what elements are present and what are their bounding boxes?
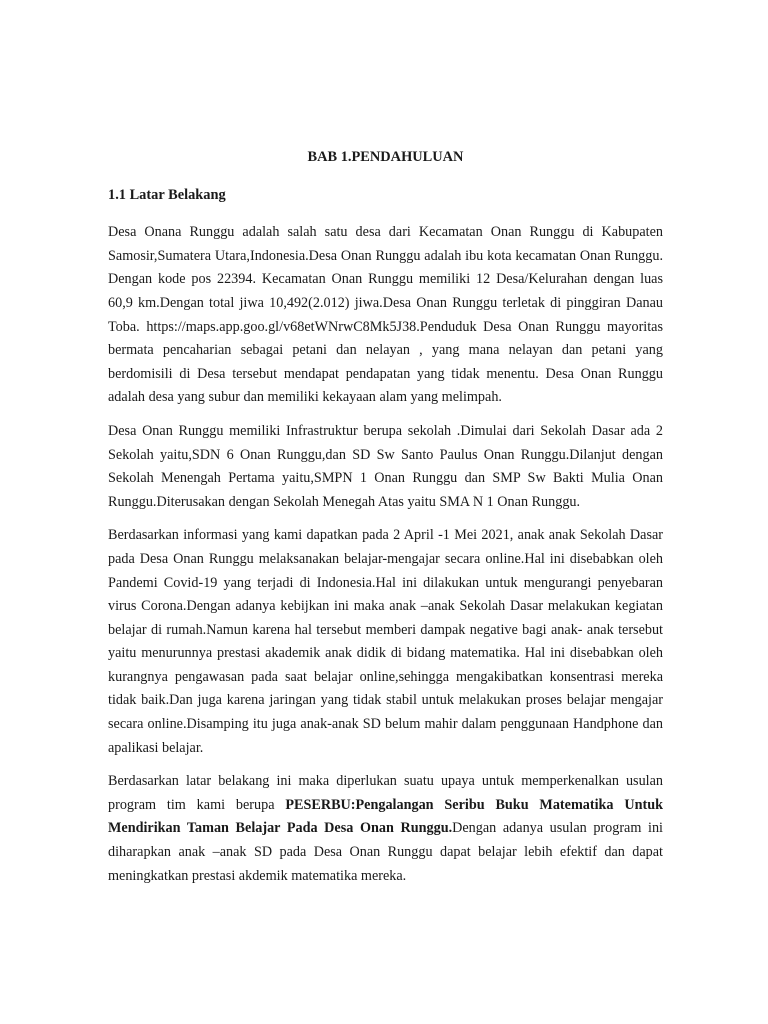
paragraph-4 [108, 770, 663, 888]
paragraph-3: Berdasarkan informasi yang kami dapatkan pada 2 April -1 Mei 2021, anak anak Sekolah Dasar pada Desa Onan Runggu melaksanakan belajar-mengajar secara online.Hal ini disebabkan oleh Pandemi Covid-19 yang terjadi di Indonesia.Hal ini dilakukan untuk mengurangi penyebaran virus Corona.Dengan adanya kebijkan ini maka anak –anak Sekolah Dasar melakukan kegiatan belajar di rumah.Namun karena hal tersebut memberi dampak negative bagi anak- anak tersebut yaitu menurunnya prestasi akademik anak didik di bidang matematika. Hal ini disebabkan oleh kurangnya pengawasan pada saat belajar online,sehingga mengakibatkan konsentrasi mereka tidak baik.Dan juga karena jaringan yang tidak stabil untuk melakukan proses belajar mengajar secara online.Disamping itu juga anak-anak SD belum mahir dalam penggunaan Handphone dan apalikasi belajar. [108, 527, 663, 756]
paragraph-4-intro: Berdasarkan latar belakang ini maka diperlukan suatu upaya untuk memperkenalkan usulan program tim kami berupa [108, 773, 663, 813]
document-body [108, 146, 663, 898]
program-title: PESERBU:Pengalangan Seribu Buku Matematika Untuk Mendirikan Taman Belajar Pada Desa Onan Runggu. [108, 796, 663, 837]
paragraph-1: Desa Onana Runggu adalah salah satu desa dari Kecamatan Onan Runggu di Kabupaten Samosir,Sumatera Utara,Indonesia.Desa Onan Runggu adalah ibu kota kecamatan Onan Runggu. Dengan kode pos 22394. Kecamatan Onan Runggu memiliki 12 Desa/Kelurahan dengan luas 60,9 km.Dengan total jiwa 10,492(2.012) jiwa.Desa Onan Runggu terletak di pinggiran Danau Toba. https://maps.app.goo.gl/v68etWNrwC8Mk5J38.Penduduk Desa Onan Runggu mayoritas bermata pencaharian sebagai petani dan nelayan , yang mana nelayan dan petani yang berdomisili di Desa tersebut mendapat pendapatan yang tidak menentu. Desa Onan Runggu adalah desa yang subur dan memiliki kekayaan alam yang melimpah. [108, 224, 663, 406]
section-heading: 1.1 Latar Belakang [108, 186, 226, 203]
chapter-title: BAB 1.PENDAHULUAN [307, 149, 464, 165]
paragraph-4-outro: Dengan adanya usulan program ini diharapkan anak –anak SD pada Desa Onan Runggu dapat belajar lebih efektif dan dapat meningkatkan prestasi akdemik matematika mereka. [108, 820, 663, 884]
paragraph-2: Desa Onan Runggu memiliki Infrastruktur berupa sekolah .Dimulai dari Sekolah Dasar ada 2 Sekolah yaitu,SDN 6 Onan Runggu,dan SD Sw Santo Paulus Onan Runggu.Dilanjut dengan Sekolah Menengah Pertama yaitu,SMPN 1 Onan Runggu dan SMP Sw Bakti Mulia Onan Runggu.Diterusakan dengan Sekolah Menegah Atas yaitu SMA N 1 Onan Runggu. [108, 422, 663, 510]
